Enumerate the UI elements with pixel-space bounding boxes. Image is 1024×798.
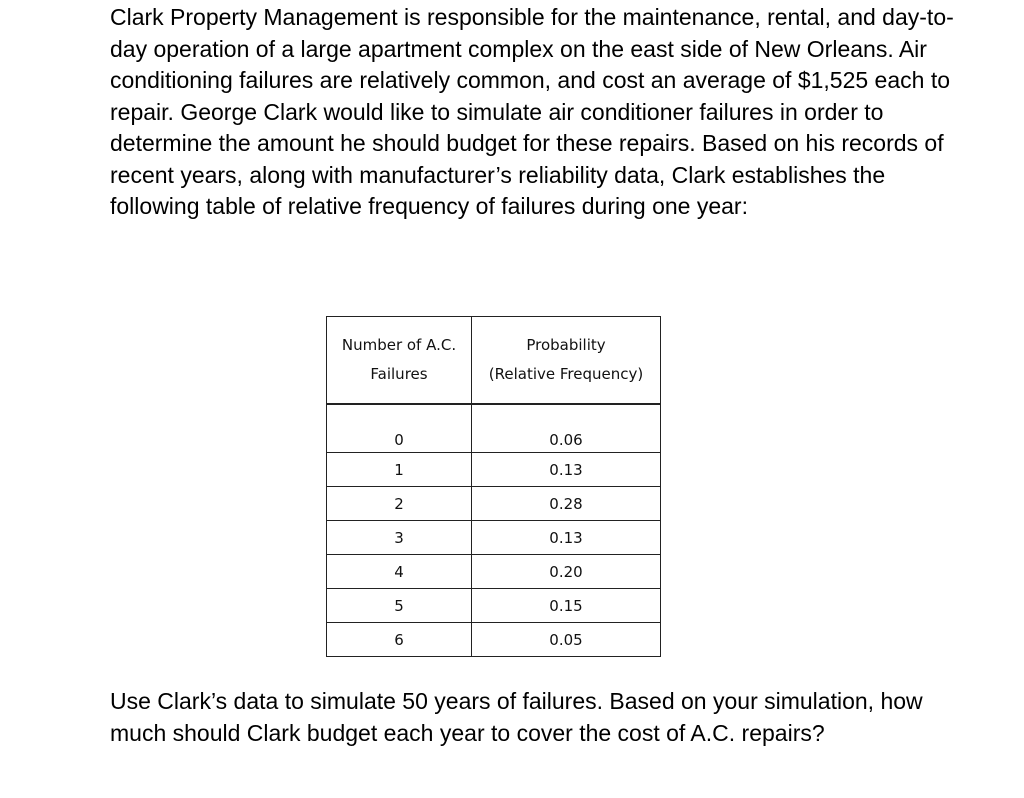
probability-column-header [472, 317, 661, 405]
table-row [327, 555, 661, 589]
table-row [327, 404, 661, 453]
failures-cell: 2 [327, 487, 472, 521]
failures-header-line2: Failures [370, 365, 428, 383]
probability-cell: 0.20 [472, 555, 661, 589]
failures-column-header [327, 317, 472, 405]
failures-header-line1: Number of A.C. [341, 336, 457, 354]
probability-cell: 0.28 [472, 487, 661, 521]
failures-cell: 4 [327, 555, 472, 589]
probability-cell: 0.06 [472, 404, 661, 453]
question-paragraph: Use Clark’s data to simulate 50 years of failures. Based on your simulation, how much should Clark budget each year to cover the cost of A.C. repairs? [110, 688, 923, 746]
table-row [327, 487, 661, 521]
table-row [327, 623, 661, 657]
intro-paragraph: Clark Property Management is responsible for the maintenance, rental, and day-to-day operation of a large apartment complex on the east side of New Orleans. Air conditioning failures are relatively common, and cost an average of $1,525 each to repair. George Clark would like to simulate air conditioner failures in order to determine the amount he should budget for these repairs. Based on his records of recent years, along with manufacturer’s reliability data, Clark establishes the following table of relative frequency of failures during one year: [110, 4, 954, 219]
probability-cell: 0.05 [472, 623, 661, 657]
probability-header-line1: Probability [526, 336, 606, 354]
failures-cell: 5 [327, 589, 472, 623]
probability-cell: 0.13 [472, 453, 661, 487]
probability-cell: 0.15 [472, 589, 661, 623]
failures-cell: 3 [327, 521, 472, 555]
probability-cell: 0.13 [472, 521, 661, 555]
table-row [327, 453, 661, 487]
table-row [327, 521, 661, 555]
table-row [327, 589, 661, 623]
probability-header-line2: (Relative Frequency) [488, 365, 644, 383]
failures-cell: 0 [327, 404, 472, 453]
failure-frequency-table [326, 316, 661, 657]
table-header-row [327, 317, 661, 405]
failures-cell: 1 [327, 453, 472, 487]
failures-cell: 6 [327, 623, 472, 657]
